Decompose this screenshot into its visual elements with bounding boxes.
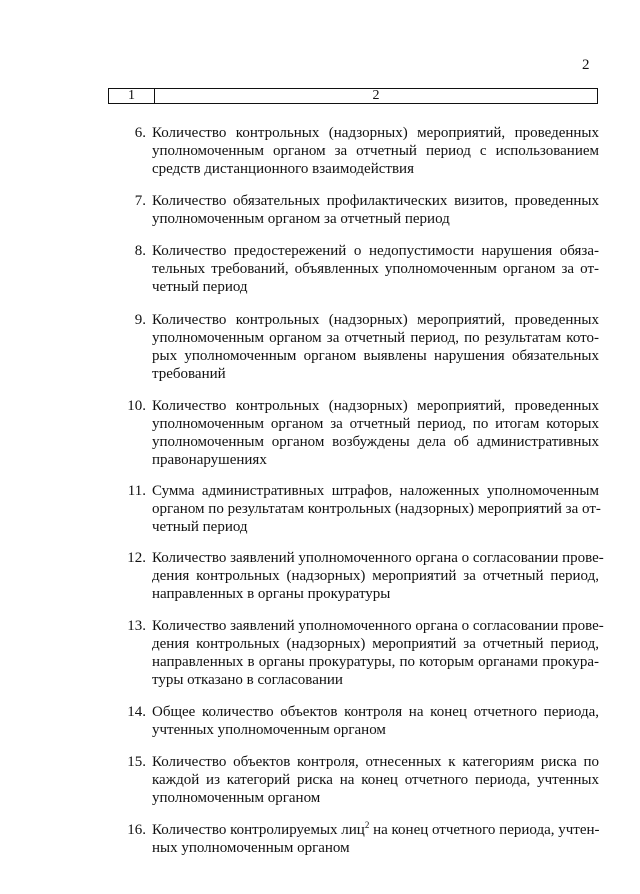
footnote-marker: 2 [364, 820, 370, 830]
item-number: 11. [127, 483, 146, 499]
item-text-line: Количество обязательных профилактических визитов, проведенных [152, 193, 599, 209]
item-text-line: правонарушениях [152, 452, 267, 468]
item-text-line: туры отказано в согласовании [152, 672, 343, 688]
item-text-line: Количество контрольных (надзорных) мероприятий, проведенных [152, 125, 599, 141]
item-text-line: органом по результатам контрольных (надзорных) мероприятий за от- [152, 501, 601, 517]
item-text-line: уполномоченным органом за отчетный период, по итогам которых [152, 416, 599, 432]
item-text-line: средств дистанционного взаимодействия [152, 161, 414, 177]
item-text-line: Количество предостережений о недопустимости нарушения обяза- [152, 243, 599, 259]
item-text-line: уполномоченным органом возбуждены дела об административных [152, 434, 599, 450]
item-number: 12. [127, 550, 146, 566]
item-number: 8. [134, 243, 146, 259]
column-header-2: 2 [372, 88, 380, 103]
item-text-line: Количество объектов контроля, отнесенных к категориям риска по [152, 754, 599, 770]
item-text-line: уполномоченным органом [152, 790, 321, 806]
item-text-line: Сумма административных штрафов, наложенных уполномоченным [152, 483, 599, 499]
item-text-line: Количество контрольных (надзорных) мероприятий, проведенных [152, 312, 599, 328]
item-text-line: Количество заявлений уполномоченного органа о согласовании прове- [152, 550, 604, 566]
column-header-1: 1 [109, 89, 155, 103]
item-text-line: требований [152, 366, 226, 382]
item-text-line: четный период [152, 519, 248, 535]
item-text-line: Количество контрольных (надзорных) мероприятий, проведенных [152, 398, 599, 414]
item-number: 13. [127, 618, 146, 634]
item-text-line: дения контрольных (надзорных) мероприятий за отчетный период, [152, 636, 599, 652]
item-number: 15. [127, 754, 146, 770]
item-text-line: ных уполномоченным органом [152, 840, 350, 856]
item-text-line: уполномоченным органом за отчетный период [152, 211, 450, 227]
item-text-line: уполномоченным органом за отчетный период с использованием [152, 143, 599, 159]
item-text-line [152, 821, 599, 839]
item-number: 9. [134, 312, 146, 328]
item-text-part: на конец отчетного периода, учтен- [369, 822, 600, 838]
item-number: 6. [134, 125, 146, 141]
column-header-table [108, 88, 598, 104]
item-text-line: направленных в органы прокуратуры, по которым органами прокура- [152, 654, 599, 670]
item-text-line: Общее количество объектов контроля на конец отчетного периода, [152, 704, 599, 720]
item-text-line: четный период [152, 279, 248, 295]
item-number: 16. [127, 822, 146, 838]
item-number: 7. [134, 193, 146, 209]
item-number: 14. [127, 704, 146, 720]
item-text-line: дения контрольных (надзорных) мероприятий за отчетный период, [152, 568, 599, 584]
item-text-line: рых уполномоченным органом выявлены нарушения обязательных [152, 348, 599, 364]
item-text-line: Количество заявлений уполномоченного органа о согласовании прове- [152, 618, 604, 634]
item-text-line: каждой из категорий риска на конец отчетного периода, учтенных [152, 772, 599, 788]
page-number: 2 [582, 57, 590, 73]
item-text-line: направленных в органы прокуратуры [152, 586, 391, 602]
item-text-part: Количество контролируемых лиц [152, 822, 365, 838]
item-text-line: уполномоченным органом за отчетный период, по результатам кото- [152, 330, 599, 346]
item-text-line: учтенных уполномоченным органом [152, 722, 386, 738]
item-number: 10. [127, 398, 146, 414]
item-text-line: тельных требований, объявленных уполномоченным органом за от- [152, 261, 599, 277]
